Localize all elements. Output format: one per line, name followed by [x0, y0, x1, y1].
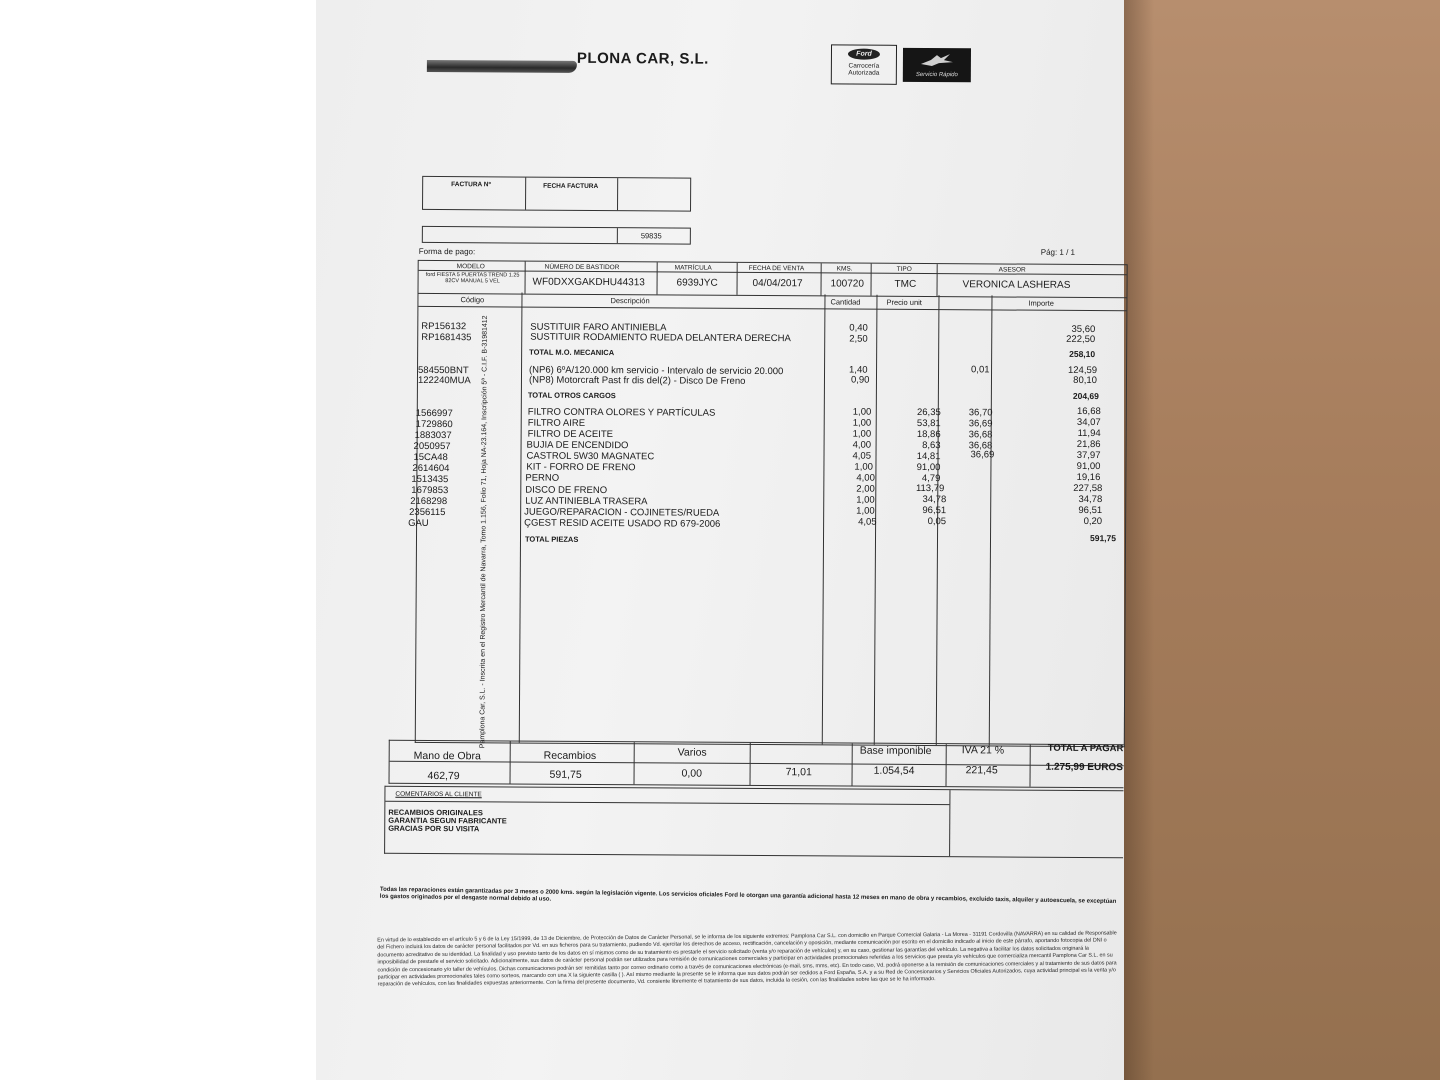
fecha-venta-header: FECHA DE VENTA: [748, 264, 805, 273]
vehicle-sale-date: 04/04/2017: [752, 277, 803, 290]
ford-logo-icon: Ford: [848, 49, 880, 60]
line-quantity: 2,50: [849, 333, 868, 345]
company-logo-bar: [427, 60, 577, 73]
line-quantity: 1,40: [849, 364, 868, 376]
invoice-number-box: [422, 226, 691, 245]
line-code: 1513435: [411, 473, 449, 486]
line-description: BUJIA DE ENCENDIDO: [526, 439, 629, 452]
recambios-value: 591,75: [549, 768, 582, 781]
line-amount: 19,16: [1076, 471, 1101, 484]
line-quantity: 2,00: [856, 483, 875, 495]
kms-header: KMS.: [836, 265, 853, 273]
total-a-pagar-value: 1.275,99 EUROS: [1045, 761, 1123, 774]
bastidor-header: NÚMERO DE BASTIDOR: [544, 263, 620, 272]
line-code: 2614604: [412, 462, 450, 475]
ford-carroceria-badge: [831, 44, 897, 84]
line-code: 1679853: [411, 484, 449, 497]
line-description: FILTRO CONTRA OLORES Y PARTÍCULAS: [527, 406, 716, 419]
line-amount: 21,86: [1076, 438, 1101, 451]
line-description: SUSTITUIR FARO ANTINIEBLA: [530, 321, 667, 334]
line-description: KIT - FORRO DE FRENO: [526, 461, 636, 474]
company-name: PLONA CAR, S.L.: [576, 49, 709, 68]
recambios-label: Recambios: [543, 749, 597, 763]
line-price: 4,79: [921, 472, 941, 485]
line-price: 26,35: [916, 406, 941, 419]
line-quantity: 1,00: [854, 461, 873, 473]
base-imponible-value: 1.054,54: [873, 764, 915, 777]
line-quantity: 1,00: [856, 494, 875, 506]
line-quantity: 4,05: [852, 450, 872, 462]
total-piezas-value: 591,75: [1089, 533, 1117, 544]
line-amount: 80,10: [1073, 374, 1098, 387]
line-price: 14,81: [916, 450, 941, 463]
line-discount: 36,69: [968, 418, 993, 430]
line-code: 2168298: [410, 495, 448, 508]
vehicle-vin: WF0DXXGAKDHU44313: [532, 276, 645, 289]
line-discount: 0,01: [971, 364, 990, 376]
iva-label: IVA 21 %: [961, 744, 1005, 757]
line-description: CASTROL 5W30 MAGNATEC: [526, 450, 655, 463]
invoice-box: [422, 176, 691, 212]
matricula-header: MATRÍCULA: [674, 264, 712, 272]
badge-line-1: Carrocería: [848, 62, 880, 70]
line-code: 1883037: [414, 429, 452, 442]
line-code: GAU: [408, 517, 429, 529]
line-discount: 36,69: [970, 449, 995, 461]
line-amount: 34,78: [1078, 493, 1103, 506]
line-price: 34,78: [922, 493, 947, 506]
line-amount: 35,60: [1071, 323, 1096, 336]
varios-value: 0,00: [681, 767, 703, 780]
total-piezas-label: TOTAL PIEZAS: [524, 534, 579, 544]
line-quantity: 1,00: [852, 428, 872, 440]
line-discount: 36,68: [968, 429, 993, 441]
lines-table: [415, 292, 1128, 747]
line-price: 18,86: [916, 428, 941, 441]
line-price: 113,79: [915, 482, 945, 495]
cantidad-header: Cantidad: [830, 297, 861, 307]
line-price: 8,63: [922, 439, 941, 452]
mano-obra-value: 462,79: [427, 769, 460, 783]
comment-line-3: GRACIAS POR SU VISITA: [388, 823, 480, 834]
line-amount: 11,94: [1077, 427, 1101, 440]
line-description: PERNO: [525, 472, 560, 484]
iva-value: 221,45: [965, 764, 998, 777]
varios-label: Varios: [677, 746, 707, 759]
line-quantity: 4,00: [852, 439, 872, 451]
line-code: 15CA48: [413, 451, 448, 464]
line-code: 584550BNT: [417, 364, 469, 377]
line-code: 1566997: [415, 407, 453, 420]
comment-line-1: RECAMBIOS ORIGINALES: [388, 807, 483, 818]
line-price: 53,81: [916, 417, 941, 430]
total-otros-value: 204,69: [1072, 390, 1099, 402]
badge-line-2: Autorizada: [848, 69, 880, 77]
line-amount: 16,68: [1076, 405, 1101, 418]
codigo-header: Código: [460, 295, 485, 305]
vehicle-model: ford FIESTA 5 PUERTAS TREND 1.25 82CV MANUAL 5 VEL: [425, 271, 520, 285]
fecha-factura-label: FECHA FACTURA: [543, 182, 599, 191]
line-discount: 36,70: [968, 407, 993, 419]
descripcion-header: Descripción: [610, 296, 650, 306]
line-quantity: 1,00: [856, 505, 875, 517]
line-price: 91,00: [916, 461, 941, 474]
vehicle-advisor: VERONICA LASHERAS: [962, 279, 1071, 291]
line-description: ÇGEST RESID ACEITE USADO RD 679-2006: [524, 517, 721, 530]
line-amount: 34,07: [1076, 416, 1101, 429]
precio-header: Precio unit: [886, 297, 922, 307]
importe-header: Importe: [1028, 298, 1054, 308]
line-quantity: 4,00: [856, 472, 875, 484]
forma-de-pago-label: Forma de pago:: [418, 246, 476, 257]
running-bird-icon: [917, 52, 957, 68]
line-description: SUSTITUIR RODAMIENTO RUEDA DELANTERA DERECHA: [530, 331, 791, 345]
line-description: (NP8) Motorcraft Past fr dis del(2) - Disco De Freno: [528, 374, 746, 387]
line-code: 122240MUA: [417, 374, 471, 387]
line-description: (NP6) 6ºA/120.000 km servicio - Intervalo de servicio 20.000: [529, 364, 784, 378]
vehicle-kms: 100720: [830, 278, 864, 290]
factura-label: FACTURA Nº: [451, 181, 491, 189]
total-a-pagar-label: TOTAL A PAGAR: [1047, 742, 1124, 755]
line-quantity: 1,00: [852, 417, 872, 429]
vehicle-type: TMC: [894, 278, 917, 290]
line-quantity: 1,00: [852, 406, 872, 418]
line-amount: 222,50: [1066, 333, 1096, 346]
servicio-rapido-label: Servicio Rápido: [915, 71, 958, 79]
base-imponible-label: Base imponible: [859, 744, 932, 758]
line-code: 2050957: [413, 440, 451, 453]
invoice-number: 59835: [640, 231, 662, 241]
line-price: 96,51: [922, 504, 947, 517]
line-discount: 36,68: [968, 440, 993, 452]
comments-label: COMENTARIOS AL CLIENTE: [395, 790, 482, 799]
comments-box: [384, 786, 1123, 859]
line-amount: 124,59: [1067, 364, 1098, 377]
warranty-text: Todas las reparaciones están garantizadas por 3 meses o 2000 kms. según la legislación vigente. Los servicios oficiales Ford le otorgan una garantía adicional hasta 12 meses en mano de obra y recambios, excluido taxis, alquiler y autoescuela, se exceptúan los gastos originados por el desgaste normal debido al uso.: [379, 886, 1117, 905]
line-quantity: 4,05: [858, 516, 877, 528]
summary-extra-value: 71,01: [785, 766, 812, 779]
line-amount: 227,58: [1073, 482, 1103, 495]
line-code: RP1681435: [421, 331, 472, 344]
total-mo-label: TOTAL M.O. MECANICA: [529, 347, 615, 358]
line-quantity: 0,40: [849, 322, 868, 334]
line-description: JUEGO/REPARACION - COJINETES/RUEDA: [524, 506, 720, 519]
vehicle-plate: 6939JYC: [676, 277, 718, 289]
line-code: RP156132: [421, 320, 467, 333]
line-amount: 0,20: [1083, 515, 1103, 528]
servicio-rapido-badge: [903, 48, 971, 82]
line-price: 0,05: [927, 516, 947, 528]
total-otros-label: TOTAL OTROS CARGOS: [527, 390, 616, 401]
total-mo-value: 258,10: [1069, 348, 1096, 360]
privacy-legal-text: En virtud de lo establecido en el artículo 5 y 6 de la Ley 15/1999, de 13 de Diciembre, de Protección de Datos de Carácter Personal, se le informa de los siguiente extremos: Pamplona Car S.L. con domicilio en Parque Comercial Galaria - La Morea - 31191 Cordovilla (NAVARRA) en su calidad de Responsable del Fichero incluirá los datos de carácter personal facilitados por Vd. en sus ficheros para su tratamiento, pudiendo Vd. ejercitar los derechos de acceso, rectificación, cancelación y oposición, mediante comunicación por escrito en el domicilio indicado al inicio de este párrafo, aportando fotocopia del DNI o documento acreditativo de su identidad. La finalidad y uso previsto tanto de los datos en sí mismos como de su tratamiento es prestarle el servicio solicitado (venta y/o reparación de vehículos) y, en su caso, gestionar las garantías del vehículo. La negativa a facilitar los datos solicitados originará la imposibilidad de prestarle el servicio solicitado. Adicionalmente, sus datos de carácter personal podrán ser utilizados para remisión de comunicaciones comerciales y participar en actividades promocionales referidas a los servicios que presta y/o vehículos que comercializa mercantil Pamplona Car S.L. en su condición de concesionario y/o taller de vehículos. Dichas comunicaciones podrán ser remitidas tanto por correo ordinario como a través de comunicaciones electrónicas (e-mail, sms, mms, etc). En todo caso, Vd. podrá oponerse a la remisión de comunicaciones comerciales y al tratamiento de sus datos para participar en actividades promocionales tales como sorteos, marcando con una X la siguiente casilla ( ). Así mismo mediante la presente se le informa que sus datos podrán ser cedidos a Ford España, S.A. y a su Red de Concesionarios y Servicios Oficiales Autorizados, cuya actividad principal es la venta y/o reparación de vehículos, con las finalidades expuestas anteriormente. Con la firma del presente documento, Vd. consiente libremente el tratamiento de sus datos, incluida la cesión, con las finalidades sobre las que se le ha informado.: [377, 930, 1117, 988]
summary-table: [389, 740, 1124, 788]
line-amount: 96,51: [1078, 504, 1103, 517]
asesor-header: ASESOR: [998, 266, 1026, 274]
line-code: 2356115: [409, 506, 446, 519]
comment-line-2: GARANTIA SEGUN FABRICANTE: [388, 815, 507, 826]
line-description: DISCO DE FRENO: [525, 484, 608, 497]
registry-side-text: Pamplona Car, S.L. - Inscrita en el Registro Mercantil de Navarra, Tomo 1.156, Folio 71, Hoja NA-23.164, Inscripción 5ª - C.I.F. B-31981412: [479, 315, 489, 749]
line-description: FILTRO DE ACEITE: [527, 428, 614, 441]
line-quantity: 0,90: [850, 374, 870, 386]
line-code: 1729860: [415, 418, 453, 431]
line-description: LUZ ANTINIEBLA TRASERA: [525, 495, 648, 508]
line-amount: 91,00: [1076, 460, 1101, 473]
mano-obra-label: Mano de Obra: [413, 749, 481, 763]
line-amount: 37,97: [1076, 449, 1101, 462]
modelo-header: MODELO: [456, 263, 485, 271]
tipo-header: TIPO: [896, 265, 912, 273]
line-description: FILTRO AIRE: [527, 417, 586, 429]
page-number: Pág: 1 / 1: [1040, 247, 1076, 257]
